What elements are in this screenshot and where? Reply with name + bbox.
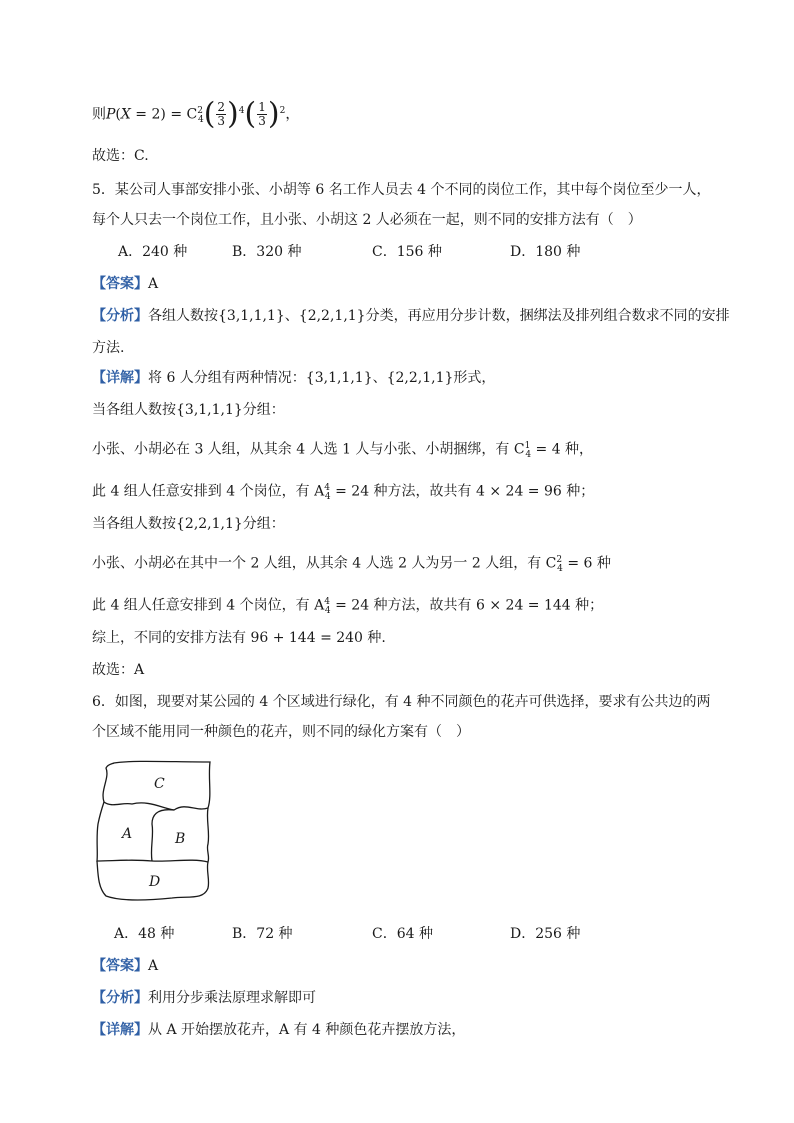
answer-value: A [148,958,159,974]
q6-analysis [92,988,316,1008]
q5-analysis-line1 [92,306,730,326]
q5-option-b: B．320 种 [232,244,302,260]
q5-stem-line2: 每个人只去一个岗位工作，且小张、小胡这 2 人必须在一起，则不同的安排方法有（ ） [92,212,642,228]
q5-choose: 故选：A [92,662,145,678]
region-ab-border [151,810,174,861]
detail-tag: 【详解】 [92,370,148,386]
q5-answer [92,274,158,294]
q6-detail-line1 [92,1020,465,1040]
formula-comb: = C [170,106,198,123]
q5-detail-line1 [92,368,495,388]
region-label-a: A [122,826,133,842]
detail-tag: 【详解】 [92,1022,148,1038]
q5-detail-line4: 此 4 组人任意安排到 4 个岗位，有 $A^4_4 = 24$ 种方法，故共有 4 × 24 = 96 种； [92,483,595,503]
q5-option-d: D．180 种 [510,244,581,260]
formula-suffix: ， [285,106,300,123]
region-label-b: B [175,831,186,847]
detail-text: 将 6 人分组有两种情况：{3,1,1,1}、{2,2,1,1}形式， [148,370,496,386]
park-region-figure [92,758,218,903]
region-label-d: D [149,874,161,890]
detail-text: 此 4 组人任意安排到 4 个岗位，有 A [92,597,325,614]
q6-option-a: A．48 种 [114,926,175,942]
answer-tag: 【答案】 [92,276,148,292]
answer-tag: 【答案】 [92,958,148,974]
q5-detail-line5: 当各组人数按{2,2,1,1}分组： [92,516,285,532]
analysis-tag: 【分析】 [92,308,148,324]
q6-option-b: B．72 种 [232,926,293,942]
detail-text: 从 A 开始摆放花卉，A 有 4 种颜色花卉摆放方法， [148,1022,466,1038]
q6-option-c: C．64 种 [372,926,433,942]
analysis-tag: 【分析】 [92,990,148,1006]
q6-option-d: D．256 种 [510,926,581,942]
q5-detail-line2: 当各组人数按{3,1,1,1}分组： [92,402,285,418]
q6-answer [92,956,158,976]
q5-option-c: C．156 种 [372,244,442,260]
analysis-text: 利用分步乘法原理求解即可 [148,990,316,1006]
detail-text: 小张、小胡必在 3 人组，从其余 4 人选 1 人与小张、小胡捆绑，有 C [92,441,525,458]
region-label-c: C [154,776,165,792]
q6-stem-line1: 6．如图，现要对某公园的 4 个区域进行绿化，有 4 种不同颜色的花卉可供选择，要求有公共边的两 [92,694,711,710]
q5-detail-line7: 此 4 组人任意安排到 4 个岗位，有 $A^4_4 = 24$ 种方法，故共有 6 × 24 = 144 种； [92,597,604,617]
answer-value: A [148,276,159,292]
q5-option-a: A．240 种 [118,244,188,260]
detail-text: 小张、小胡必在其中一个 2 人组，从其余 4 人选 2 人为另一 2 人组，有 C [92,555,557,572]
formula-prefix: 则 [92,106,106,123]
detail-text-end: = 6 种 [562,555,611,572]
detail-text-end: = 24 种方法，故共有 4 × 24 = 96 种； [330,483,595,500]
q5-analysis-line2: 方法. [92,340,125,356]
q6-stem-line2: 个区域不能用同一种颜色的花卉，则不同的绿化方案有（ ） [92,724,470,740]
q5-detail-line8: 综上，不同的安排方法有 96 + 144 = 240 种. [92,630,386,646]
prev-choose: 故选：C. [92,148,149,164]
detail-text-end: = 24 种方法，故共有 6 × 24 = 144 种； [330,597,604,614]
q5-detail-line3: 小张、小胡必在 3 人组，从其余 4 人选 1 人与小张、小胡捆绑，有 $C^1_4 = 4$ 种， [92,441,594,461]
detail-text: 此 4 组人任意安排到 4 个岗位，有 A [92,483,325,500]
detail-text-end: = 4 种， [531,441,594,458]
q5-detail-line6: 小张、小胡必在其中一个 2 人组，从其余 4 人选 2 人为另一 2 人组，有 $C^2_4 = 6$ 种 [92,555,611,575]
probability-formula: 则$P(X = 2) = C^2_4$( $\frac{2}{3}$ )$^4$( $\frac{1}{3}$ )$^2$， [92,96,300,132]
q5-stem-line1: 5．某公司人事部安排小张、小胡等 6 名工作人员去 4 个不同的岗位工作，其中每个岗位至少一人， [92,182,711,198]
analysis-text: 各组人数按{3,1,1,1}、{2,2,1,1}分类，再应用分步计数，捆绑法及排列组合数求不同的安排 [148,308,730,324]
